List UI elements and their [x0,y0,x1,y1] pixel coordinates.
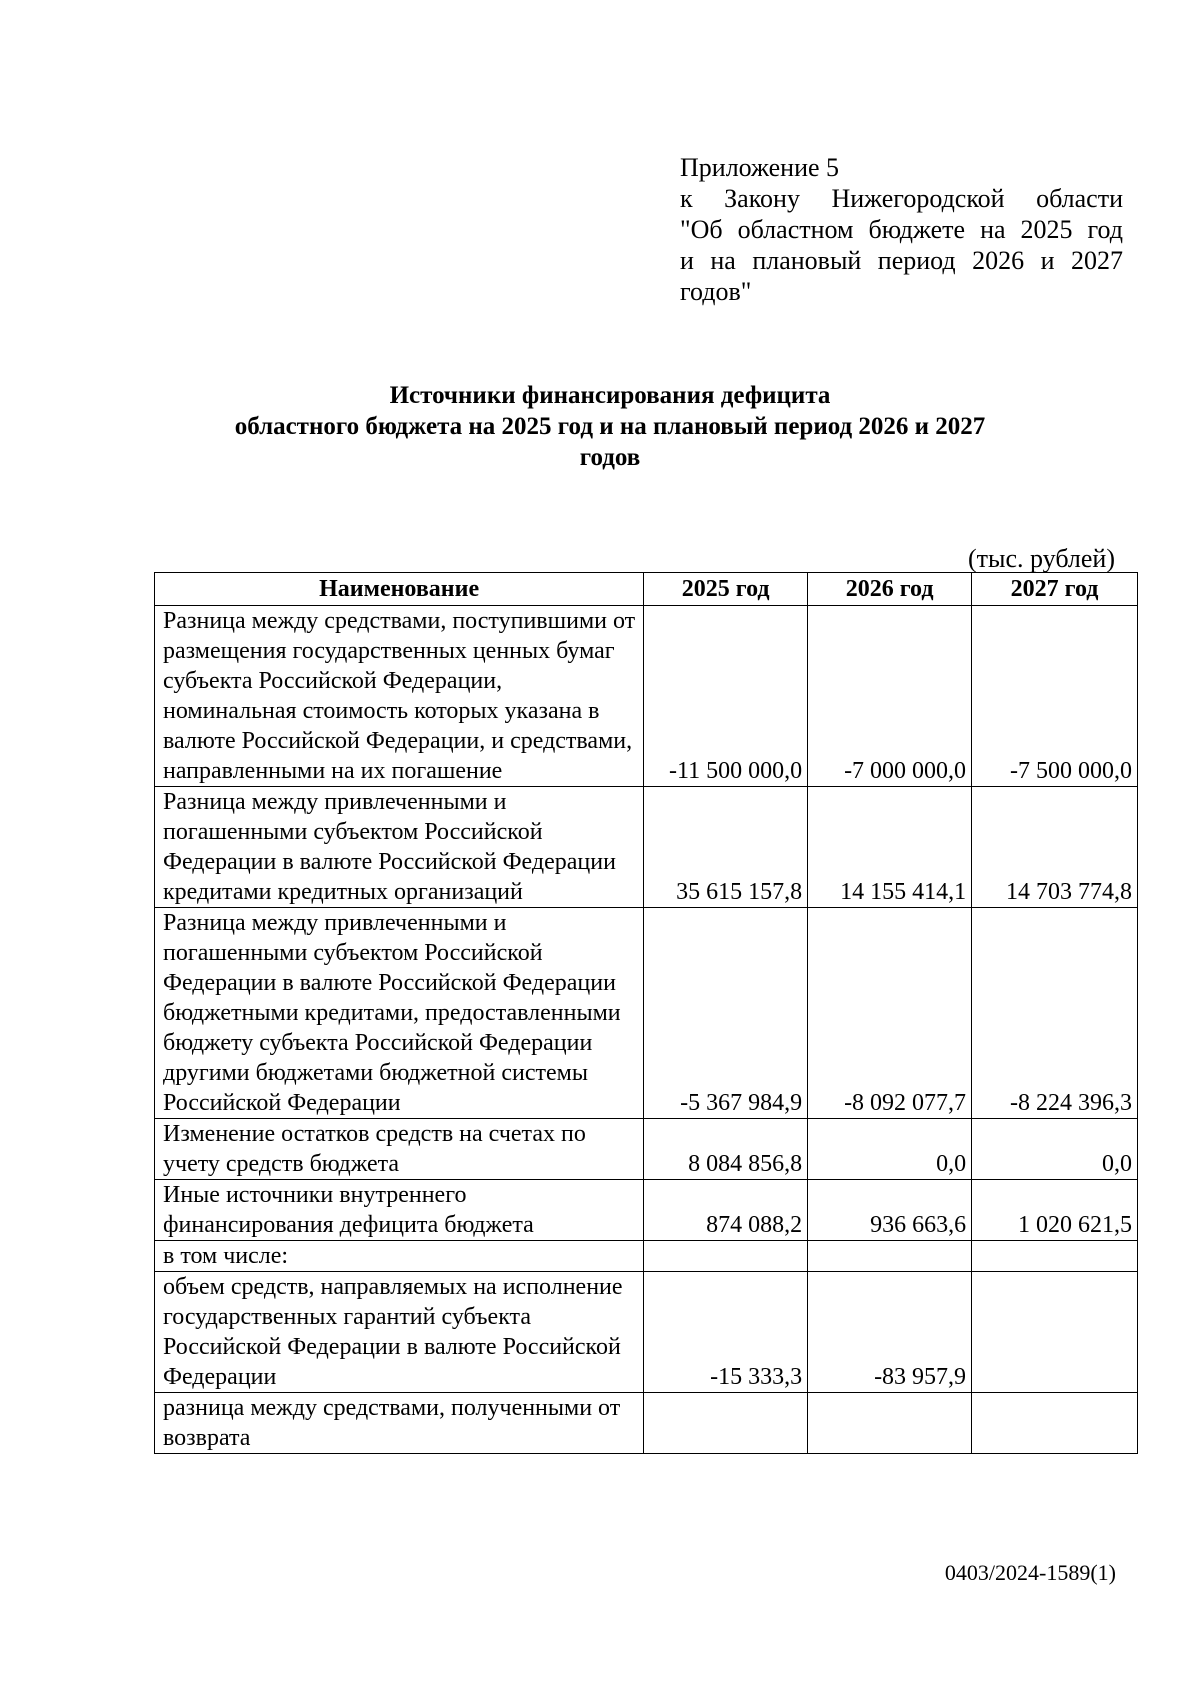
table-row [155,1393,1138,1454]
value-2026: 0,0 [808,1119,972,1180]
table-row [155,1180,1138,1241]
value-2026: 936 663,6 [808,1180,972,1241]
value-2025: -5 367 984,9 [644,908,808,1119]
row-name: Разница между привлеченными и погашенными субъектом Российской Федерации в валюте Российской Федерации бюджетными кредитами, предоставленными бюджету субъекта Российской Федерации другими бюджетами бюджетной системы Российской Федерации [155,908,644,1119]
row-name: Изменение остатков средств на счетах по учету средств бюджета [155,1119,644,1180]
document-title [150,380,1070,473]
table-row [155,908,1138,1119]
value-2025: -11 500 000,0 [644,606,808,787]
value-2027 [972,1393,1138,1454]
row-name: Иные источники внутреннего финансирования дефицита бюджета [155,1180,644,1241]
financing-sources-table [154,572,1138,1454]
table-row [155,787,1138,908]
column-header-2027: 2027 год [972,573,1138,606]
units-label: (тыс. рублей) [967,544,1115,573]
value-2027 [972,1241,1138,1272]
column-header-2025: 2025 год [644,573,808,606]
column-header-2026: 2026 год [808,573,972,606]
document-number: 0403/2024-1589(1) [944,1560,1116,1585]
value-2027 [972,1272,1138,1393]
value-2027: -7 500 000,0 [972,606,1138,787]
appendix-line: и на плановый период 2026 и 2027 [680,246,1123,275]
value-2026: -83 957,9 [808,1272,972,1393]
appendix-line: к Закону Нижегородской области [680,184,1123,213]
value-2026 [808,1393,972,1454]
value-2025 [644,1241,808,1272]
value-2027: -8 224 396,3 [972,908,1138,1119]
value-2025: -15 333,3 [644,1272,808,1393]
title-line: годов [579,444,641,471]
value-2025 [644,1393,808,1454]
row-name: Разница между средствами, поступившими от размещения государственных ценных бумаг субъекта Российской Федерации, номинальная стоимость которых указана в валюте Российской Федерации, и средствами, направленными на их погашение [155,606,644,787]
table-header-row [155,573,1138,606]
value-2027: 1 020 621,5 [972,1180,1138,1241]
row-name: объем средств, направляемых на исполнение государственных гарантий субъекта Российской Федерации в валюте Российской Федерации [155,1272,644,1393]
value-2027: 0,0 [972,1119,1138,1180]
value-2027: 14 703 774,8 [972,787,1138,908]
appendix-line: Приложение 5 [680,153,840,182]
appendix-header [680,152,1123,307]
row-name: в том числе: [155,1241,644,1272]
table-row [155,606,1138,787]
row-name: разница между средствами, полученными от возврата [155,1393,644,1454]
column-header-name: Наименование [155,573,644,606]
value-2025: 35 615 157,8 [644,787,808,908]
value-2026: 14 155 414,1 [808,787,972,908]
appendix-line: "Об областном бюджете на 2025 год [680,215,1123,244]
row-name: Разница между привлеченными и погашенными субъектом Российской Федерации в валюте Российской Федерации кредитами кредитных организаций [155,787,644,908]
table-row [155,1272,1138,1393]
value-2025: 874 088,2 [644,1180,808,1241]
table-row [155,1119,1138,1180]
title-line: Источники финансирования дефицита [389,382,831,409]
value-2026: -8 092 077,7 [808,908,972,1119]
value-2026 [808,1241,972,1272]
table-row [155,1241,1138,1272]
value-2026: -7 000 000,0 [808,606,972,787]
appendix-line: годов" [680,277,752,306]
title-line: областного бюджета на 2025 год и на плановый период 2026 и 2027 [234,413,986,440]
value-2025: 8 084 856,8 [644,1119,808,1180]
